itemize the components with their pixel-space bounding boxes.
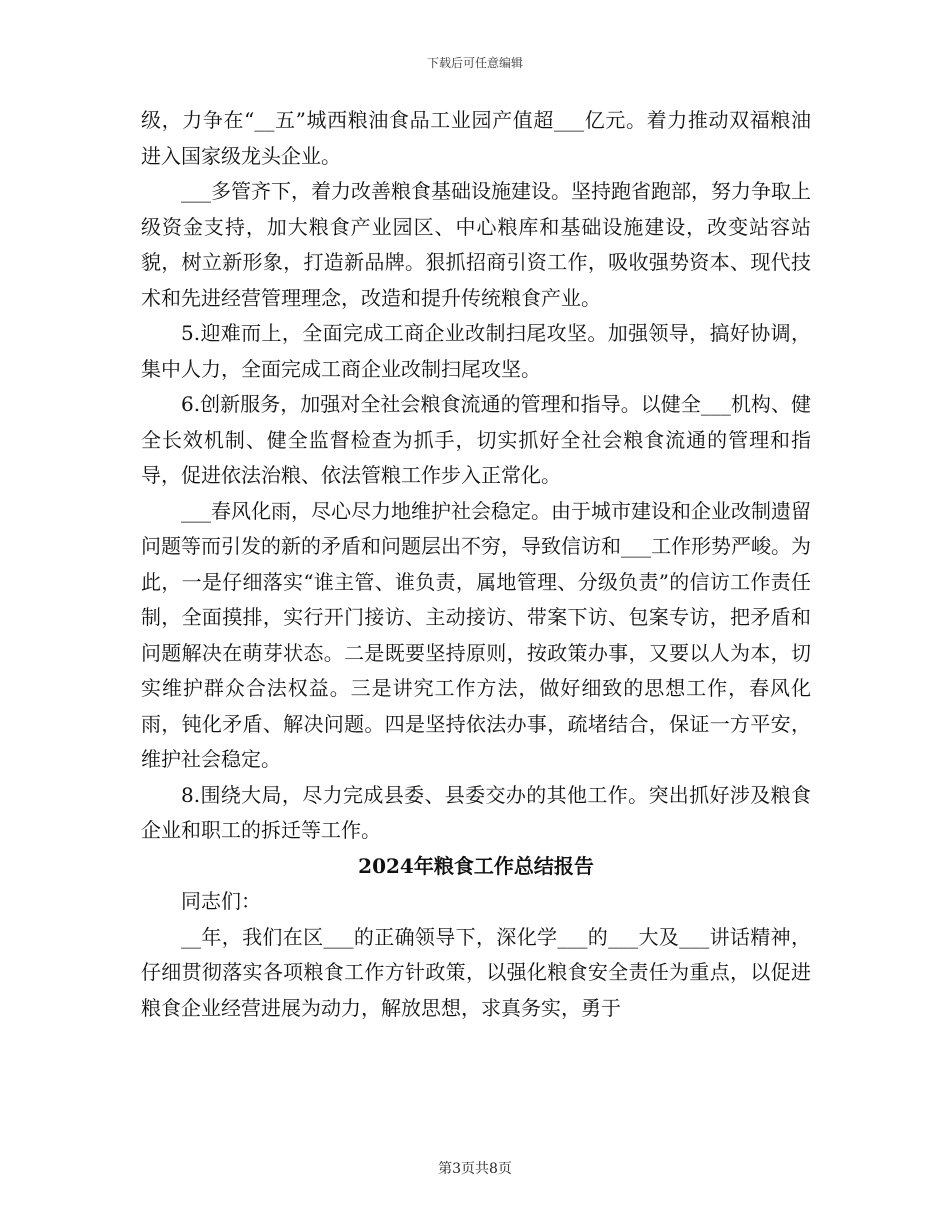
paragraph: __年，我们在区___的正确领导下，深化学___的___大及___讲话精神，仔细贯彻落实各项粮食工作方针政策，以强化粮食安全责任为重点，以促进粮食企业经营进展为动力，解放思想，求真务实，勇于 <box>141 924 811 1020</box>
page-header: 下载后可任意编辑 <box>426 56 523 70</box>
paragraph: 6.创新服务，加强对全社会粮食流通的管理和指导。以健全___机构、健全长效机制、健全监督检查为抓手，切实抓好全社会粮食流通的管理和指导，促进依法治粮、依法管粮工作步入正常化。 <box>141 392 811 487</box>
page-footer: 第3页共8页 <box>438 1161 512 1177</box>
paragraph: 5.迎难而上，全面完成工商企业改制扫尾攻坚。加强领导，搞好协调，集中人力，全面完成工商企业改制扫尾攻坚。 <box>141 321 811 381</box>
paragraph: ___多管齐下，着力改善粮食基础设施建设。坚持跑省跑部，努力争取上级资金支持，加大粮食产业园区、中心粮库和基础设施建设，改变站容站貌，树立新形象，打造新品牌。狠抓招商引资工作，吸收强势资本、现代技术和先进经营管理理念，改造和提升传统粮食产业。 <box>141 179 811 310</box>
paragraph: ___春风化雨，尽心尽力地维护社会稳定。由于城市建设和企业改制遗留问题等而引发的新的矛盾和问题层出不穷，导致信访和___工作形势严峻。为此，一是仔细落实“谁主管、谁负责，属地管理、分级负责”的信访工作责任制，全面摸排，实行开门接访、主动接访、带案下访、包案专访，把矛盾和问题解决在萌芽状态。二是既要坚持原则，按政策办事，又要以人为本，切实维护群众合法权益。三是讲究工作方法，做好细致的思想工作，春风化雨，钝化矛盾、解决问题。四是坚持依法办事，疏堵结合，保证一方平安，维护社会稳定。 <box>141 498 811 771</box>
salutation: 同志们： <box>181 889 261 913</box>
report-title: 2024年粮食工作总结报告 <box>358 853 594 878</box>
document-body <box>141 103 811 1026</box>
paragraph: 级，力争在“__五”城西粮油食品工业园产值超___亿元。着力推动双福粮油进入国家级龙头企业。 <box>141 108 811 168</box>
paragraph: 8.围绕大局，尽力完成县委、县委交办的其他工作。突出抓好涉及粮食企业和职工的拆迁等工作。 <box>141 782 811 842</box>
